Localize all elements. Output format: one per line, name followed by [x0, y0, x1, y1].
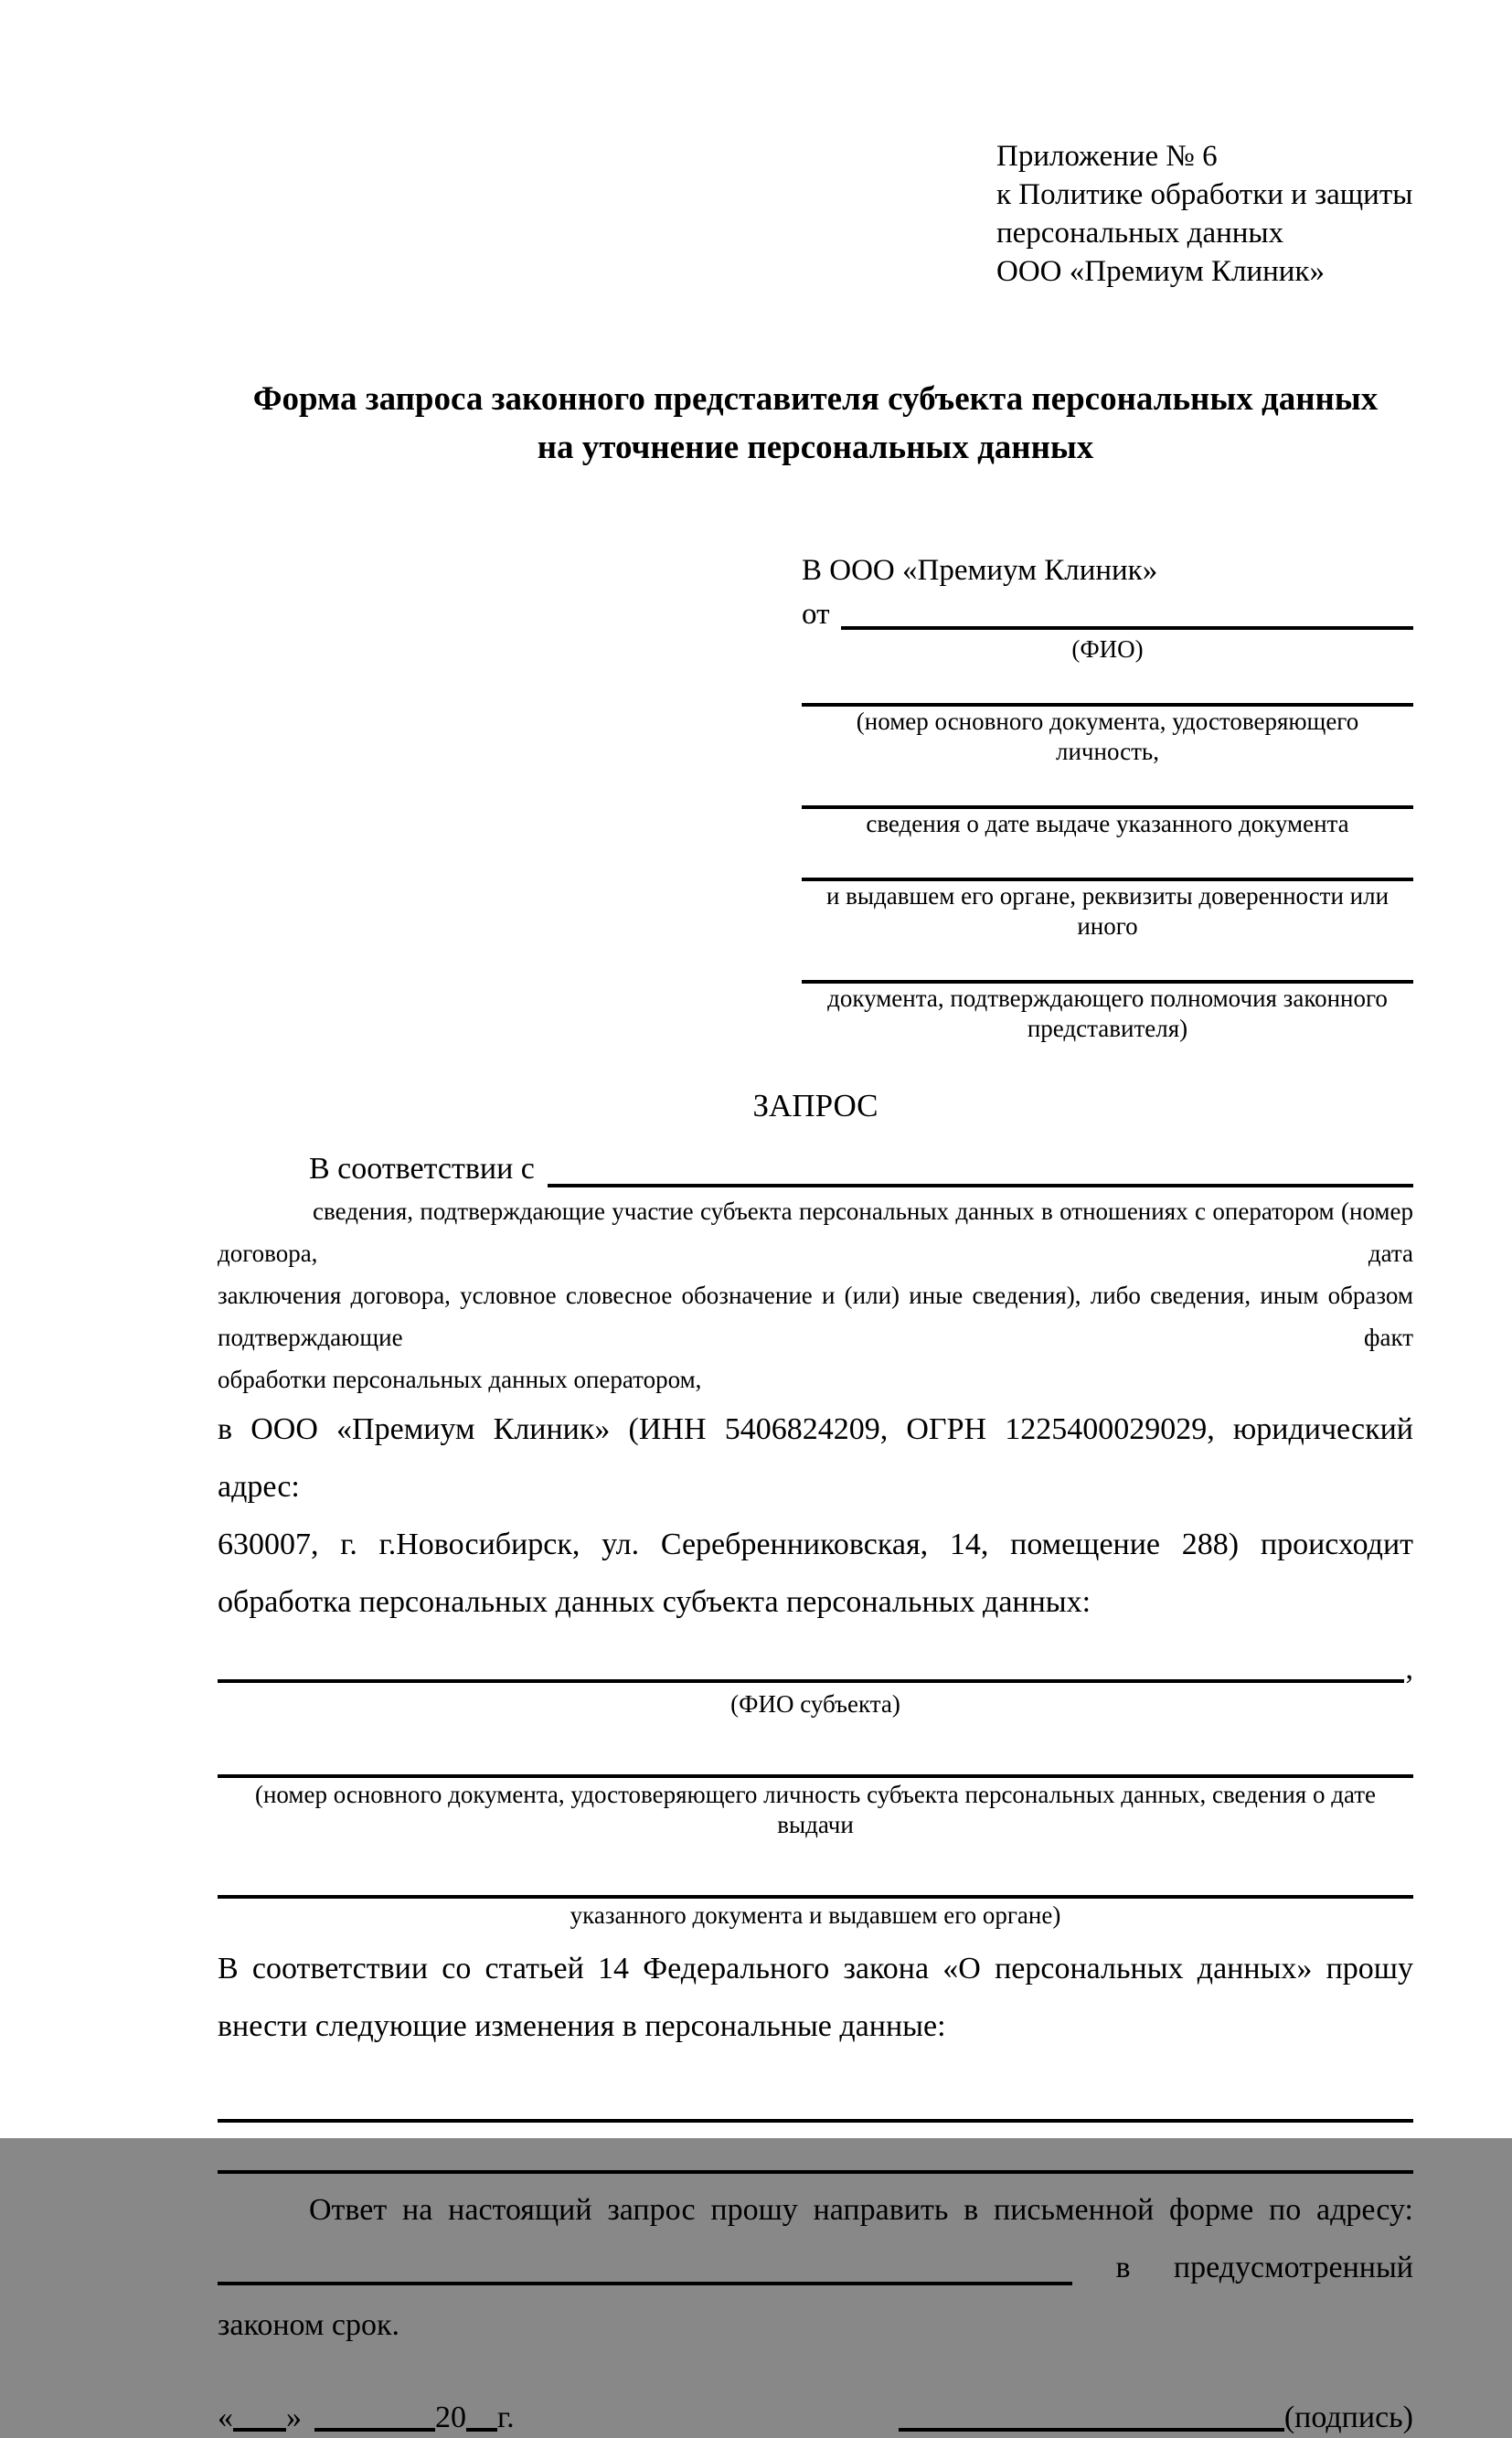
- write-in-line: [218, 1679, 1404, 1683]
- write-in-line: [841, 626, 1414, 630]
- subject-doc-caption: (номер основного документа, удостоверяющего личность субъекта персональных данных, сведения о дате выдачи: [254, 1781, 1377, 1838]
- from-label: от: [802, 598, 830, 631]
- answer-address-row: [218, 2239, 1413, 2296]
- write-in-line: [802, 839, 1413, 881]
- quote-open: «: [218, 2401, 233, 2434]
- operator-paragraph-line: обработка персональных данных субъекта персональных данных:: [218, 1585, 1091, 1619]
- write-in-line: [548, 1184, 1413, 1187]
- intro-footnote-line: обработки персональных данных оператором,: [218, 1366, 702, 1393]
- write-in-line-day: [233, 2428, 286, 2432]
- operator-paragraph-line: 630007, г. г.Новосибирск, ул. Серебренниковская, 14, помещение 288) происходит: [218, 1528, 1413, 1561]
- write-in-line: [218, 2079, 1413, 2123]
- request-heading: ЗАПРОС: [752, 1088, 878, 1123]
- year-suffix: г.: [497, 2401, 515, 2434]
- addressee-from-row: [802, 594, 1413, 634]
- operator-paragraph-line: в ООО «Премиум Клиник» (ИНН 5406824209, ОГРН 1225400029029, юридический адрес:: [218, 1412, 1413, 1504]
- answer-word: в: [1115, 2251, 1131, 2284]
- appendix-header-line: Приложение № 6: [996, 140, 1218, 173]
- intro-footnote-line: сведения, подтверждающие участие субъекта персональных данных в отношениях с оператором (номер договора, дата: [218, 1198, 1413, 1267]
- quote-close: »: [286, 2401, 302, 2434]
- intro-label: В соответствии с: [309, 1152, 535, 1186]
- form-title-line: на уточнение персональных данных: [537, 429, 1094, 466]
- field-caption: (номер основного документа, удостоверяющего личность,: [856, 708, 1359, 765]
- write-in-line: [218, 2282, 1072, 2285]
- law-paragraph-line: В соответствии со статьей 14 Федерального закона «О персональных данных» прошу: [218, 1952, 1413, 1986]
- field-caption: сведения о дате выдаче указанного документа: [866, 810, 1349, 837]
- write-in-line: [218, 1840, 1413, 1899]
- year-prefix: 20: [435, 2401, 466, 2434]
- write-in-line-month: [314, 2428, 435, 2432]
- law-paragraph-line: внести следующие изменения в персональные данные:: [218, 2009, 946, 2043]
- addressee-block: [802, 550, 1413, 1044]
- addressee-to: В ООО «Премиум Клиник»: [802, 554, 1158, 587]
- appendix-header-line: к Политике обработки и защиты: [996, 178, 1413, 211]
- write-in-line: [218, 2123, 1413, 2174]
- intro-footnote-line: заключения договора, условное словесное обозначение и (или) иные сведения), либо сведения, иным образом подтверждающие факт: [218, 1282, 1413, 1351]
- appendix-header-line: ООО «Премиум Клиник»: [996, 255, 1325, 288]
- signature-field: [899, 2398, 1413, 2438]
- subject-fio-comma: ,: [1405, 1652, 1413, 1686]
- answer-word: предусмотренный: [1173, 2251, 1413, 2284]
- write-in-line: [802, 665, 1413, 707]
- write-in-line-year: [466, 2428, 497, 2432]
- appendix-header-line: персональных данных: [996, 217, 1284, 250]
- appendix-header: [996, 137, 1413, 291]
- operator-paragraph: [218, 1400, 1413, 1631]
- signature-line: [899, 2428, 1284, 2432]
- write-in-line: [218, 1719, 1413, 1778]
- write-in-line: [802, 767, 1413, 809]
- law-paragraph: [218, 1940, 1413, 2055]
- write-in-line: [802, 942, 1413, 984]
- answer-paragraph-line: законом срок.: [218, 2308, 399, 2342]
- form-title: [218, 375, 1413, 472]
- field-caption: документа, подтверждающего полномочия законного представителя): [827, 985, 1388, 1042]
- signature-caption: (подпись): [1283, 2401, 1413, 2434]
- subject-fio-caption: (ФИО субъекта): [730, 1690, 900, 1718]
- intro-row: [218, 1148, 1413, 1190]
- answer-paragraph-line: Ответ на настоящий запрос прошу направить в письменной форме по адресу:: [309, 2193, 1413, 2227]
- form-title-line: Форма запроса законного представителя субъекта персональных данных: [252, 380, 1379, 418]
- field-caption: и выдавшем его органе, реквизиты доверенности или иного: [825, 882, 1390, 940]
- subject-doc-caption: указанного документа и выдавшем его органе): [570, 1901, 1061, 1929]
- field-caption-fio: (ФИО): [1071, 635, 1144, 663]
- date-field: [218, 2398, 515, 2438]
- intro-footnote: [218, 1190, 1413, 1400]
- subject-fio-row: [218, 1651, 1413, 1687]
- date-signature-row: [218, 2398, 1413, 2438]
